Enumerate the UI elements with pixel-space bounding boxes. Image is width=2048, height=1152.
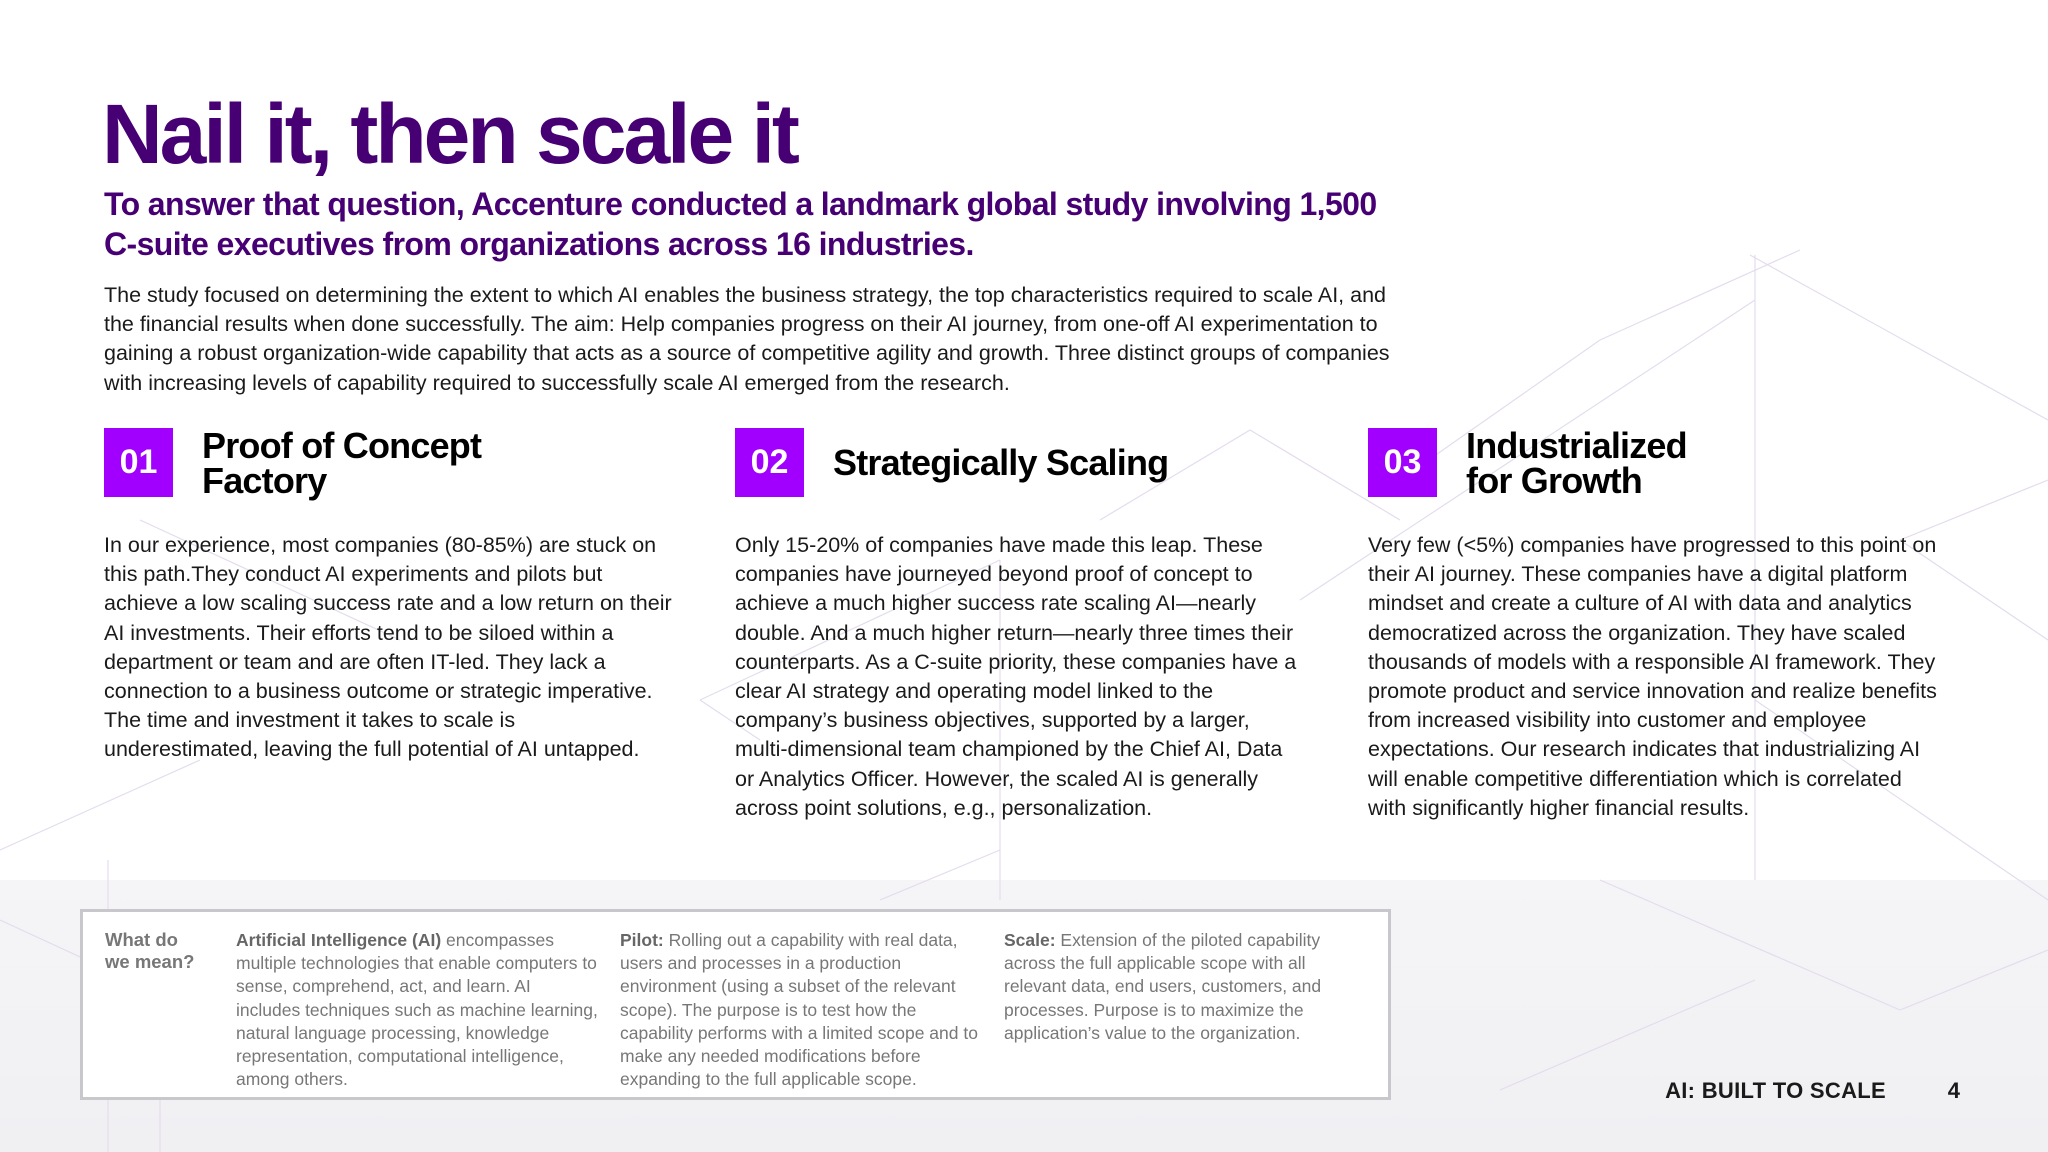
- definition-term: Artificial Intelligence (AI): [236, 930, 442, 950]
- page-number: 4: [1947, 1078, 1960, 1103]
- number-badge: 03: [1368, 428, 1437, 497]
- column-body: Only 15-20% of companies have made this leap. These companies have journeyed beyond proof of concept to achieve a much higher success rate scaling AI—nearly double. And a much higher return—nearly three times their counterparts. As a C-suite priority, these companies have a clear AI strategy and operating model linked to the company’s business objectives, supported by a larger, multi-dimensional team championed by the Chief AI, Data or Analytics Officer. However, the scaled AI is generally across point solutions, e.g., personalization.: [735, 533, 1297, 820]
- definition-scale: [1004, 929, 1366, 1045]
- footer-report-title: AI: BUILT TO SCALE: [1665, 1078, 1886, 1103]
- page-subtitle: To answer that question, Accenture conducted a landmark global study involving 1,500 C-suite executives from organizations across 16 industries.: [104, 186, 1377, 262]
- definition-text: Rolling out a capability with real data, users and processes in a production environment (using a subset of the relevant scope). The purpose is to test how the capability performs with a limited scope and to make any needed modifications before expanding to the full applicable scope.: [620, 930, 978, 1090]
- definition-text: encompasses multiple technologies that enable computers to sense, comprehend, act, and learn. AI includes techniques such as machine learning, natural language processing, knowledge representation, computational intelligence, among others.: [236, 930, 598, 1090]
- definition-term: Scale:: [1004, 930, 1056, 950]
- column-title: Industrialized for Growth: [1466, 424, 1687, 501]
- column-body: In our experience, most companies (80-85%) are stuck on this path.They conduct AI experiments and pilots but achieve a low scaling success rate and a low return on their AI investments. Their efforts tend to be siloed within a department or team and are often IT-led. They lack a connection to a business outcome or strategic imperative. The time and investment it takes to scale is underestimated, leaving the full potential of AI untapped.: [104, 533, 672, 762]
- column-title: Proof of Concept Factory: [202, 424, 482, 501]
- intro-paragraph: The study focused on determining the extent to which AI enables the business strategy, the top characteristics required to scale AI, and the financial results when done successfully. The aim: Help companies progress on their AI journey, from one-off AI experimentation to gaining a robust organization-wide capability that acts as a source of competitive agility and growth. Three distinct groups of companies with increasing levels of capability required to successfully scale AI emerged from the research.: [104, 283, 1390, 395]
- column-body: Very few (<5%) companies have progressed to this point on their AI journey. These companies have a digital platform mindset and create a culture of AI with data and analytics democratized across the organization. They have scaled thousands of models with a responsible AI framework. They promote product and service innovation and realize benefits from increased visibility into customer and employee expectations. Our research indicates that industrializing AI will enable competitive differentiation which is correlated with significantly higher financial results.: [1368, 533, 1937, 820]
- number-badge: 01: [104, 428, 173, 497]
- definition-ai: [236, 929, 598, 1091]
- definitions-heading: What do we mean?: [105, 929, 195, 972]
- definitions-box: [80, 909, 1391, 1100]
- column-title: Strategically Scaling: [833, 442, 1169, 483]
- definition-term: Pilot:: [620, 930, 664, 950]
- page-title: Nail it, then scale it: [102, 87, 797, 181]
- number-badge: 02: [735, 428, 804, 497]
- definition-text: Extension of the piloted capability across the full applicable scope with all relevant data, end users, customers, and processes. Purpose is to maximize the application’s value to the organization.: [1004, 930, 1322, 1043]
- definition-pilot: [620, 929, 982, 1091]
